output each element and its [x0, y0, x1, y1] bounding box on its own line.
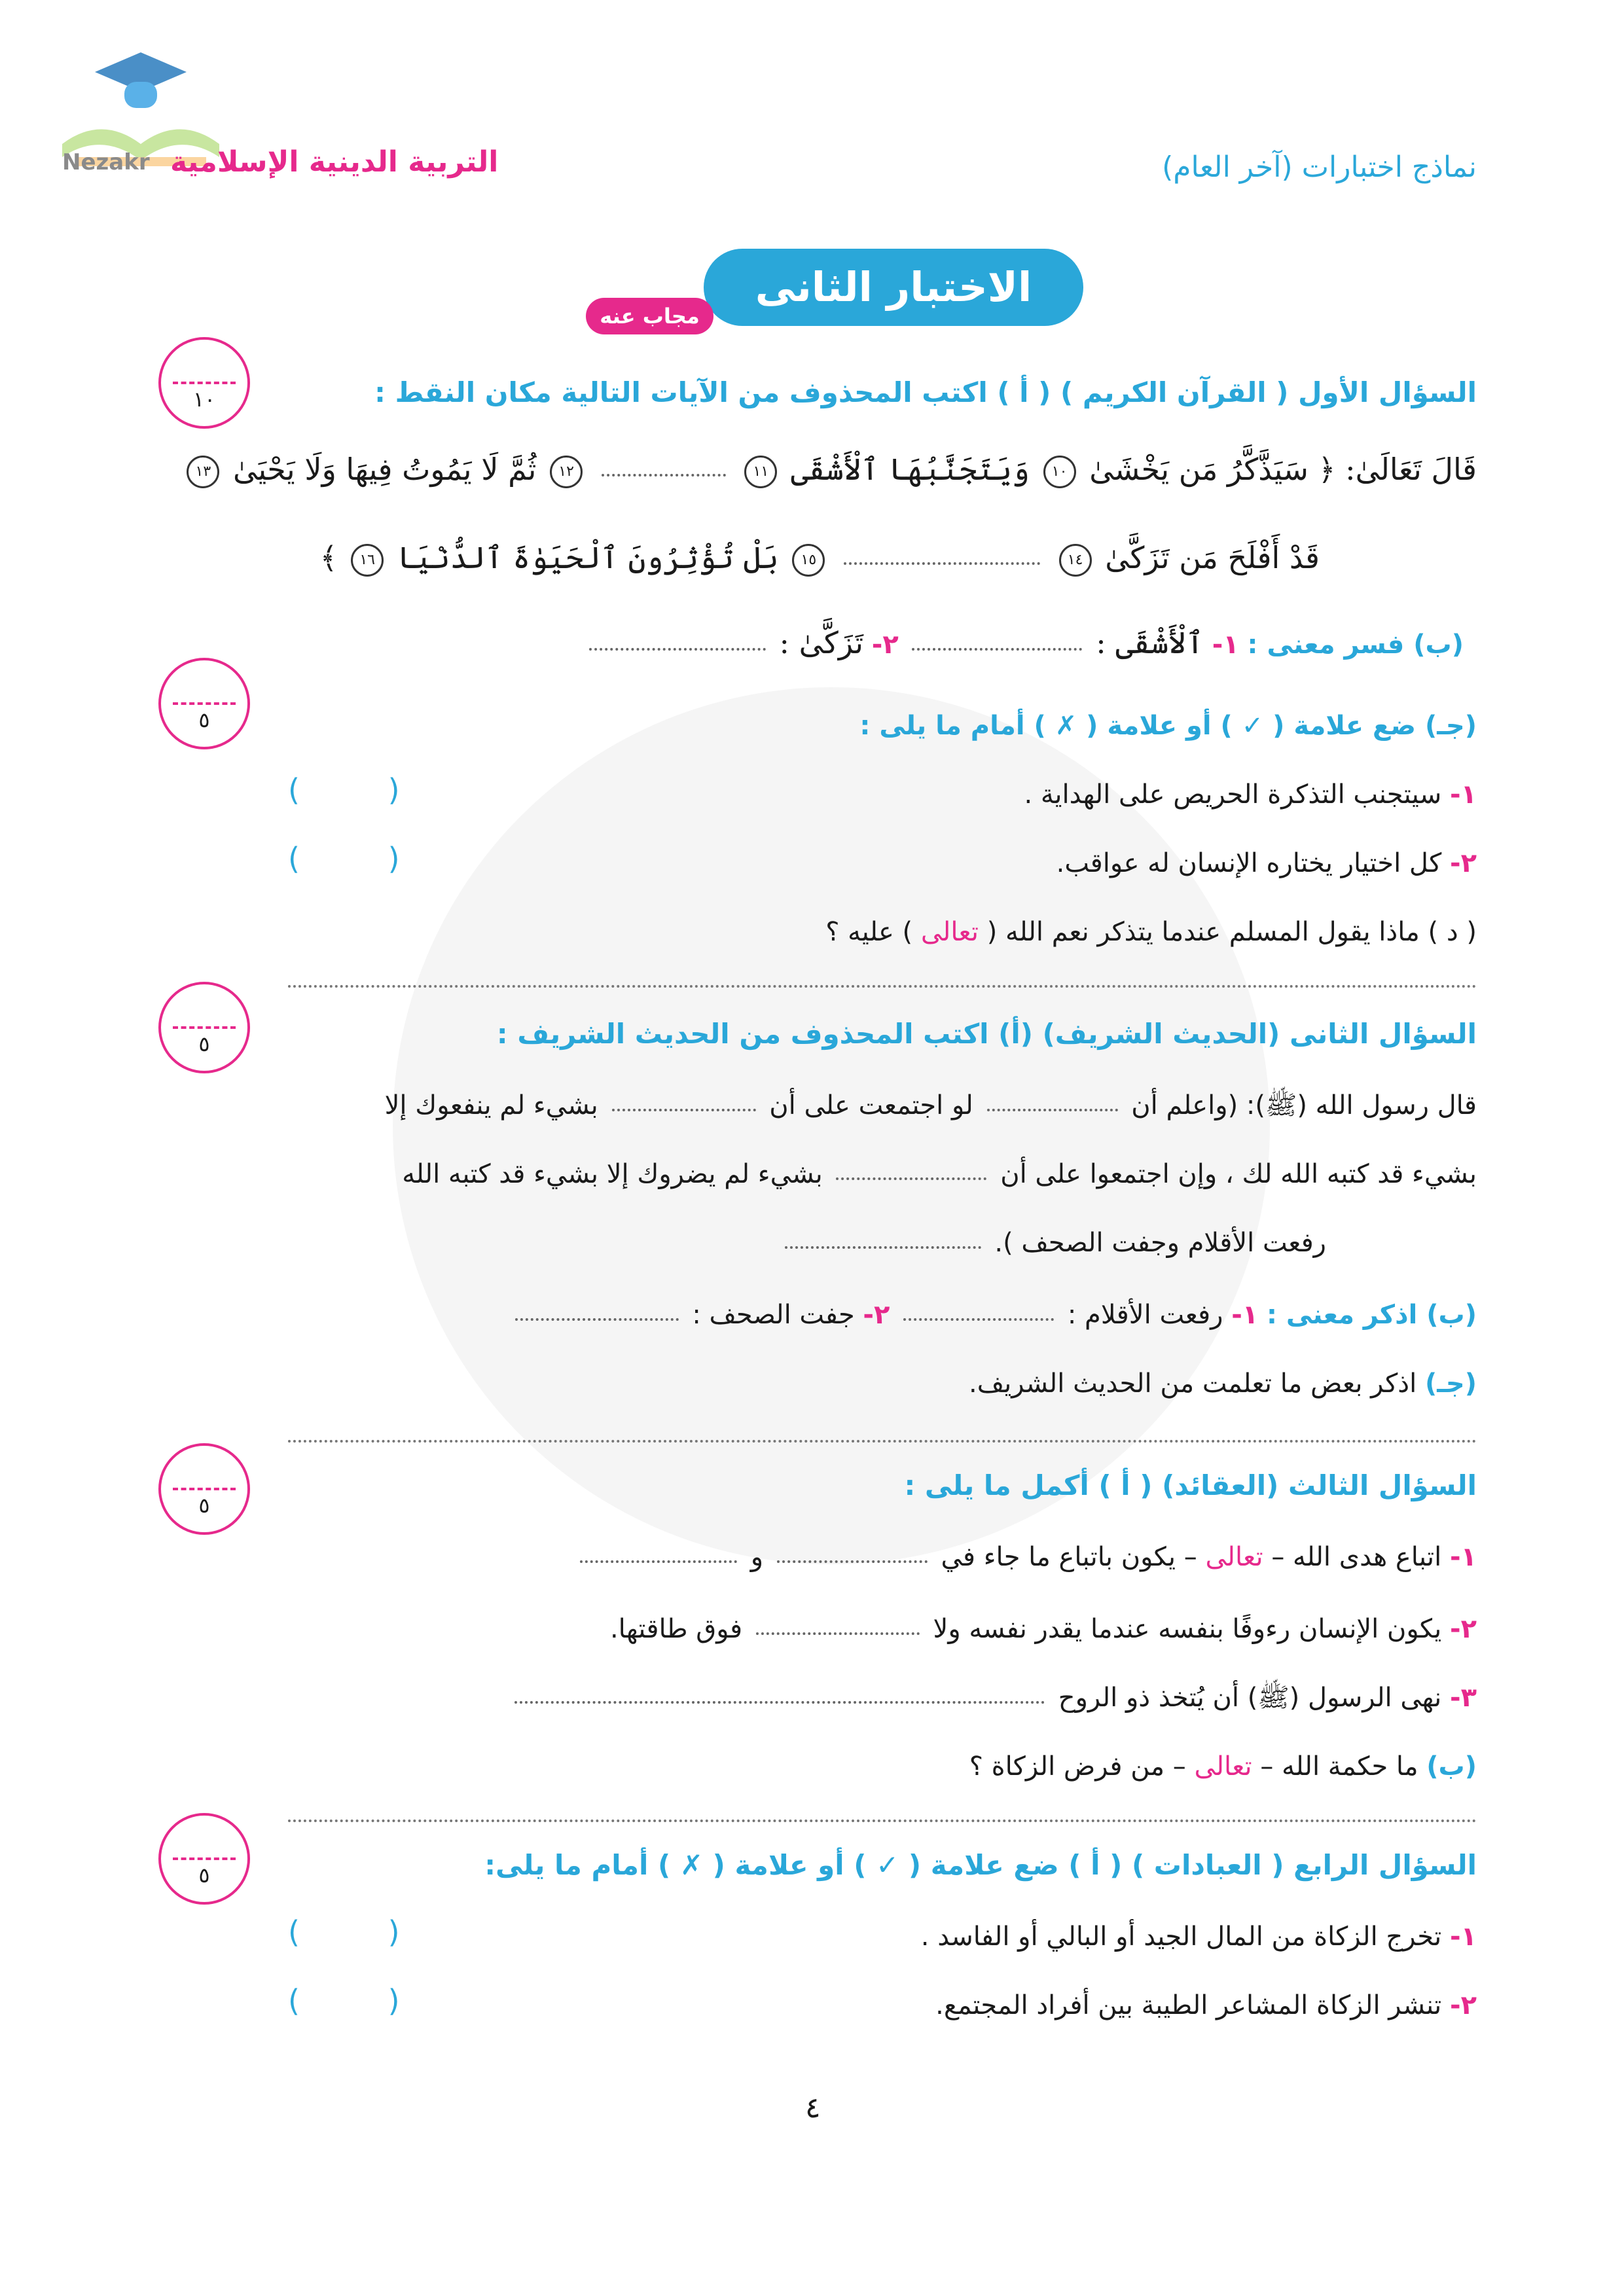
q2-heading: السؤال الثانى (الحديث الشريف) (أ) اكتب المحذوف من الحديث الشريف : [496, 1018, 1477, 1050]
score-value: ٥ [198, 1031, 210, 1056]
answer-line[interactable] [288, 985, 1477, 988]
q2-b-row [510, 1299, 1477, 1331]
q4-heading: السؤال الرابع ( العبادات ) ( أ ) ضع علامة ( ✓ ) أو علامة ( ✗ ) أمام ما يلى: [484, 1849, 1477, 1881]
q2-b2-text: جفت الصحف : [692, 1300, 855, 1330]
blank-field[interactable] [612, 1102, 756, 1111]
q3-b-text: ما حكمة الله – [1260, 1751, 1418, 1782]
verse-marker-icon: ١٥ [792, 544, 825, 577]
blank-field[interactable] [785, 1240, 981, 1249]
q2-b-label: (ب) اذكر معنى : [1266, 1300, 1477, 1330]
blank-field[interactable] [912, 641, 1082, 651]
item-number: ١- [1449, 780, 1477, 810]
score-circle-q3 [158, 1443, 250, 1535]
verse-text: وَيَتَجَنَّبُهَا ٱلْأَشْقَى [790, 452, 1030, 487]
q3-b-label: (ب) [1426, 1751, 1477, 1782]
book-title: نماذج اختبارات (آخر العام) [1162, 151, 1477, 184]
q4-l2 [935, 1990, 1477, 2021]
score-circle-q1a [158, 337, 250, 429]
exam-title: الاختبار الثانى [755, 263, 1032, 311]
q3-l1-text: اتباع هدى الله – [1271, 1542, 1442, 1572]
score-circle-q4 [158, 1813, 250, 1905]
hadith-text: لو اجتمعت على أن [769, 1090, 973, 1121]
q2-c-row [969, 1368, 1477, 1399]
q1-b-label: (ب) فسر معنى : [1247, 630, 1464, 660]
q2-c-label: (جـ) [1424, 1369, 1477, 1399]
item-number: ٢- [1449, 848, 1477, 878]
item-number: ٢- [1449, 1614, 1477, 1644]
q3-l1-text-c: و [750, 1542, 764, 1572]
blank-field[interactable] [777, 1554, 928, 1563]
q3-l3-text: نهى الرسول (ﷺ) أن يُتخذ ذو الروح [1058, 1683, 1442, 1713]
hadith-text: قال رسول الله (ﷺ): (واعلم أن [1131, 1090, 1477, 1121]
subject-title: التربية الدينية الإسلامية [170, 145, 499, 179]
item-number: ١- [1212, 630, 1239, 660]
q2-b1-text: رفعت الأقلام : [1067, 1300, 1223, 1330]
q3-b-row [969, 1751, 1477, 1782]
q1-c1-text: سيتجنب التذكرة الحريص على الهداية . [1024, 780, 1442, 810]
item-number: ١- [1449, 1922, 1477, 1952]
hadith-text: رفعت الأقلام وجفت الصحف ). [994, 1228, 1326, 1258]
score-value: ٥ [198, 1493, 210, 1518]
q2-c-text: اذكر بعض ما تعلمت من الحديث الشريف. [969, 1369, 1417, 1399]
q1-verse-line2 [320, 540, 1320, 577]
q1-verse-line1 [183, 452, 1477, 488]
answered-badge: مجاب عنه [586, 298, 713, 334]
q3-heading: السؤال الثالث (العقائد) ( أ ) أكمل ما يلى : [904, 1469, 1477, 1501]
q1-b1-word: ٱلْأَشْقَى : [1096, 625, 1204, 660]
blank-field[interactable] [515, 1312, 679, 1321]
q3-l1 [575, 1541, 1477, 1573]
q2-line1 [385, 1090, 1477, 1121]
answer-parens[interactable]: ( ) [288, 1914, 439, 1950]
verse-marker-icon: ١٢ [550, 456, 583, 488]
taala-word: تعالى [920, 917, 979, 947]
item-number: ٢- [871, 630, 899, 660]
q1-b-row [584, 625, 1464, 661]
item-number: ١- [1231, 1300, 1259, 1330]
verse-intro: قَالَ تَعَالَىٰ: ﴿ [1318, 452, 1477, 487]
item-number: ١- [1449, 1542, 1477, 1572]
q4-l1-text: تخرج الزكاة من المال الجيد أو البالي أو الفاسد . [920, 1922, 1442, 1952]
verse-marker-icon: ١١ [744, 456, 777, 488]
answer-line[interactable] [288, 1820, 1477, 1822]
answer-parens[interactable]: ( ) [288, 772, 439, 808]
blank-field[interactable] [903, 1312, 1054, 1321]
q3-b-text-end: – من فرض الزكاة ؟ [969, 1751, 1186, 1782]
verse-text: سَيَذَّكَّرُ مَن يَخْشَىٰ [1089, 452, 1308, 487]
item-number: ٢- [1449, 1990, 1477, 2020]
q1-c-heading: (جـ) ضع علامة ( ✓ ) أو علامة ( ✗ ) أمام ما يلى : [859, 711, 1477, 741]
logo-text: Nezakr [62, 149, 150, 175]
verse-marker-icon: ١٠ [1043, 456, 1076, 488]
blank-field[interactable] [836, 1171, 986, 1180]
verse-text: ثُمَّ لَا يَمُوتُ فِيهَا وَلَا يَحْيَىٰ [233, 452, 537, 487]
q1-heading: السؤال الأول ( القرآن الكريم ) ( أ ) اكتب المحذوف من الآيات التالية مكان النقط : [374, 376, 1477, 408]
hadith-text: بشيء قد كتبه الله لك ، وإن اجتمعوا على أن [1000, 1159, 1477, 1189]
exam-title-pill [704, 249, 1083, 326]
watermark-circle [393, 687, 1270, 1564]
q3-l2 [610, 1613, 1477, 1645]
q1-b2-word: تَزَكَّىٰ : [779, 625, 863, 660]
score-value: ٥ [198, 1863, 210, 1888]
blank-field[interactable] [987, 1102, 1118, 1111]
q4-l1 [921, 1921, 1477, 1952]
blank-field[interactable] [580, 1554, 737, 1563]
answer-parens[interactable]: ( ) [288, 1983, 439, 2018]
blank-field[interactable] [514, 1695, 1045, 1704]
q3-l2-text: يكون الإنسان رءوفًا بنفسه عندما يقدر نفسه ولا [933, 1614, 1442, 1644]
q2-line2 [402, 1158, 1477, 1190]
item-number: ٢- [863, 1300, 890, 1330]
verse-marker-icon: ١٤ [1059, 544, 1092, 577]
blank-field[interactable] [602, 467, 726, 476]
q2-line3 [780, 1227, 1326, 1259]
q1-d-text: ( د ) ماذا يقول المسلم عندما يتذكر نعم الله ( [986, 917, 1477, 947]
q1-d-text-end: ) عليه ؟ [825, 917, 913, 947]
answer-parens[interactable]: ( ) [288, 841, 439, 876]
verse-marker-icon: ١٣ [187, 456, 219, 488]
q1-c2-text: كل اختيار يختاره الإنسان له عواقب. [1056, 848, 1442, 878]
q4-l2-text: تنشر الزكاة المشاعر الطيبة بين أفراد المجتمع. [935, 1990, 1442, 2020]
blank-field[interactable] [589, 641, 766, 651]
q3-l2-text-b: فوق طاقتها. [609, 1614, 743, 1644]
verse-text: قَدْ أَفْلَحَ مَن تَزَكَّىٰ [1105, 540, 1320, 575]
q3-l3 [509, 1682, 1477, 1713]
score-circle-q1c [158, 658, 250, 749]
taala-word: تعالى [1205, 1542, 1263, 1572]
answer-line[interactable] [288, 1440, 1477, 1443]
taala-word: تعالى [1194, 1751, 1252, 1782]
q1-d-row [825, 916, 1477, 948]
verse-close: ﴾ [319, 540, 338, 575]
page-number: ٤ [805, 2091, 821, 2125]
blank-field[interactable] [844, 556, 1040, 565]
score-circle-q2 [158, 982, 250, 1073]
verse-marker-icon: ١٦ [351, 544, 384, 577]
hadith-text: بشيء لم ينفعوك إلا [384, 1090, 598, 1121]
q1-c1-row [1024, 779, 1477, 810]
q3-l1-text-b: – يكون باتباع ما جاء في [941, 1542, 1197, 1572]
score-value: ١٠ [192, 387, 216, 412]
verse-text: بَلْ تُؤْثِرُونَ ٱلْحَيَوٰةَ ٱلدُّنْيَا [397, 540, 779, 575]
q1-c2-row [1056, 848, 1477, 879]
score-value: ٥ [198, 708, 210, 732]
blank-field[interactable] [756, 1626, 920, 1635]
item-number: ٣- [1449, 1683, 1477, 1713]
hadith-text: بشيء لم يضروك إلا بشيء قد كتبه الله [402, 1159, 823, 1189]
